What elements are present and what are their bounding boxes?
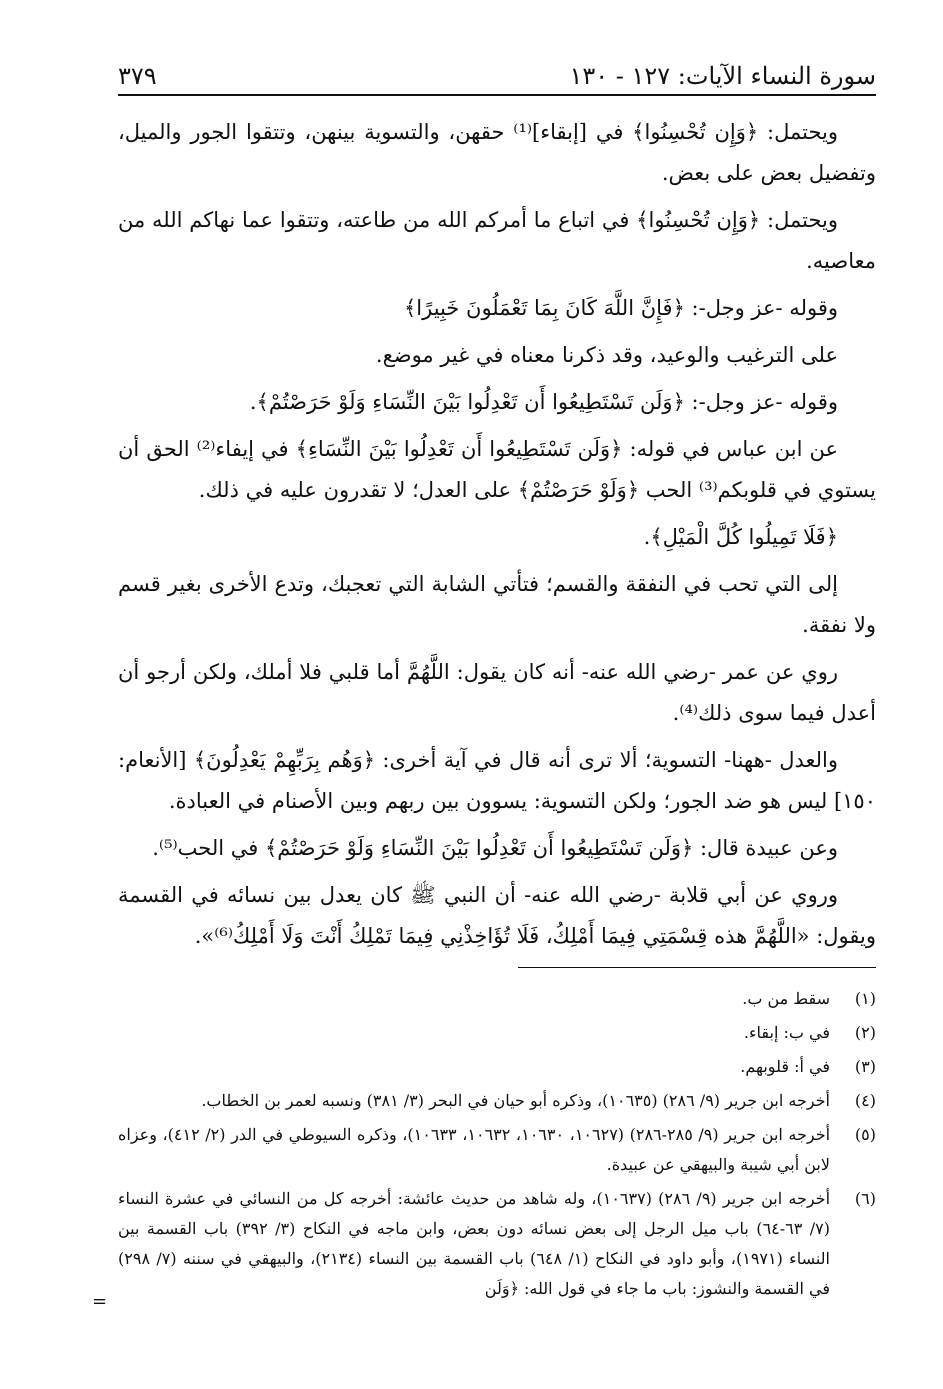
footnote-text: أخرجه ابن جرير (٩/ ٢٨٦) (١٠٦٣٧)، وله شاهد من حديث عائشة: أخرجه كل من النسائي في عشرة النساء (٧/ ٦٣-٦٤) باب ميل الرجل إلى بعض نسائه دون بعض، وابن ماجه في النكاح (٣/ ٣٩٢) باب القسمة بين النساء (١٩٧١)، وأبو داود في النكاح (١/ ٦٤٨) باب القسمة بين النساء (٢١٣٤)، والبيهقي في سننه (٧/ ٢٩٨) في القسمة والنشوز: باب ما جاء في قول الله: ﴿وَلَن — [118, 1189, 831, 1298]
continuation-mark: = — [92, 1291, 108, 1312]
paragraph: روي عن عمر -رضي الله عنه- أنه كان يقول: اللَّهُمَّ أما قلبي فلا أملك، ولكن أرجو أن أعدل فيما سوى ذلك⁽⁴⁾. — [118, 660, 876, 725]
footnote-item — [118, 1086, 876, 1116]
footnote-text: في ب: إبقاء. — [743, 1023, 830, 1042]
paragraph: إلى التي تحب في النفقة والقسم؛ فتأتي الشابة التي تعجبك، وتدع الأخرى بغير قسم ولا نفقة. — [118, 572, 876, 637]
footnote-number: (٤) — [854, 1091, 876, 1110]
paragraph: ويحتمل: ﴿وَإِن تُحْسِنُوا﴾ في [إبقاء]⁽¹⁾ حقهن، والتسوية بينهن، وتتقوا الجور والميل، وتفضيل بعض على بعض. — [118, 120, 876, 185]
footnote-text: في أ: قلوبهم. — [740, 1057, 830, 1076]
footnote-item — [118, 984, 876, 1014]
footnote-item — [118, 1018, 876, 1048]
footnote-number: (٣) — [854, 1057, 876, 1076]
running-title: سورة النساء الآيات: ١٢٧ - ١٣٠ — [569, 62, 876, 90]
footnote-separator — [518, 967, 876, 968]
footnote-text: أخرجه ابن جرير (٩/ ٢٨٦) (١٠٦٣٥)، وذكره أبو حيان في البحر (٣/ ٣٨١) ونسبه لعمر بن الخطاب. — [201, 1091, 830, 1110]
footnote-item — [118, 1052, 876, 1082]
footnote-item — [118, 1120, 876, 1180]
footnote-number: (٥) — [854, 1125, 876, 1144]
paragraph: وقوله -عز وجل-: ﴿وَلَن تَسْتَطِيعُوا أَن تَعْدِلُوا بَيْنَ النِّسَاءِ وَلَوْ حَرَصْتُمْ﴾. — [249, 390, 838, 414]
footnote-text: أخرجه ابن جرير (٩/ ٢٨٥-٢٨٦) (١٠٦٢٧، ١٠٦٣٠، ١٠٦٣٢، ١٠٦٣٣)، وذكره السيوطي في الدر (٢/ ٤١٢)، وعزاه لابن أبي شيبة والبيهقي عن عبيدة. — [118, 1125, 831, 1174]
page-number: ٣٧٩ — [118, 62, 157, 90]
footnote-item — [118, 1184, 876, 1304]
footnote-number: (٦) — [854, 1189, 876, 1208]
page-header — [118, 52, 876, 96]
footnotes — [118, 984, 876, 1308]
paragraph: وعن عبيدة قال: ﴿وَلَن تَسْتَطِيعُوا أَن تَعْدِلُوا بَيْنَ النِّسَاءِ وَلَوْ حَرَصْتُمْ﴾ في الحب⁽⁵⁾. — [152, 836, 838, 860]
paragraph: عن ابن عباس في قوله: ﴿وَلَن تَسْتَطِيعُوا أَن تَعْدِلُوا بَيْنَ النِّسَاءِ﴾ في إيفاء⁽²⁾ الحق أن يستوي في قلوبكم⁽³⁾ الحب ﴿وَلَوْ حَرَصْتُمْ﴾ على العدل؛ لا تقدرون عليه في ذلك. — [118, 437, 876, 502]
main-text — [118, 112, 876, 963]
paragraph: وقوله -عز وجل-: ﴿فَإِنَّ اللَّهَ كَانَ بِمَا تَعْمَلُونَ خَبِيرًا﴾ — [403, 296, 838, 320]
paragraph: ويحتمل: ﴿وَإِن تُحْسِنُوا﴾ في اتباع ما أمركم الله من طاعته، وتتقوا عما نهاكم الله من معاصيه. — [118, 208, 876, 273]
paragraph: على الترغيب والوعيد، وقد ذكرنا معناه في غير موضع. — [375, 343, 838, 367]
paragraph: وروي عن أبي قلابة -رضي الله عنه- أن النبي ﷺ كان يعدل بين نسائه في القسمة ويقول: «اللَّهُمَّ هذه قِسْمَتِي فِيمَا أَمْلِكُ، فَلَا تُؤَاخِذْنِي فِيمَا تَمْلِكُ أَنْتَ وَلَا أَمْلِكُ⁽⁶⁾». — [118, 883, 876, 948]
footnote-number: (٢) — [854, 1023, 876, 1042]
paragraph: والعدل -ههنا- التسوية؛ ألا ترى أنه قال في آية أخرى: ﴿وَهُم بِرَبِّهِمْ يَعْدِلُونَ﴾ [الأنعام: ١٥٠] ليس هو ضد الجور؛ ولكن التسوية: يسوون بين ربهم وبين الأصنام في العبادة. — [118, 748, 876, 813]
footnote-text: سقط من ب. — [742, 989, 830, 1008]
paragraph: ﴿فَلَا تَمِيلُوا كُلَّ الْمَيْلِ﴾. — [643, 525, 838, 549]
footnote-number: (١) — [854, 989, 876, 1008]
